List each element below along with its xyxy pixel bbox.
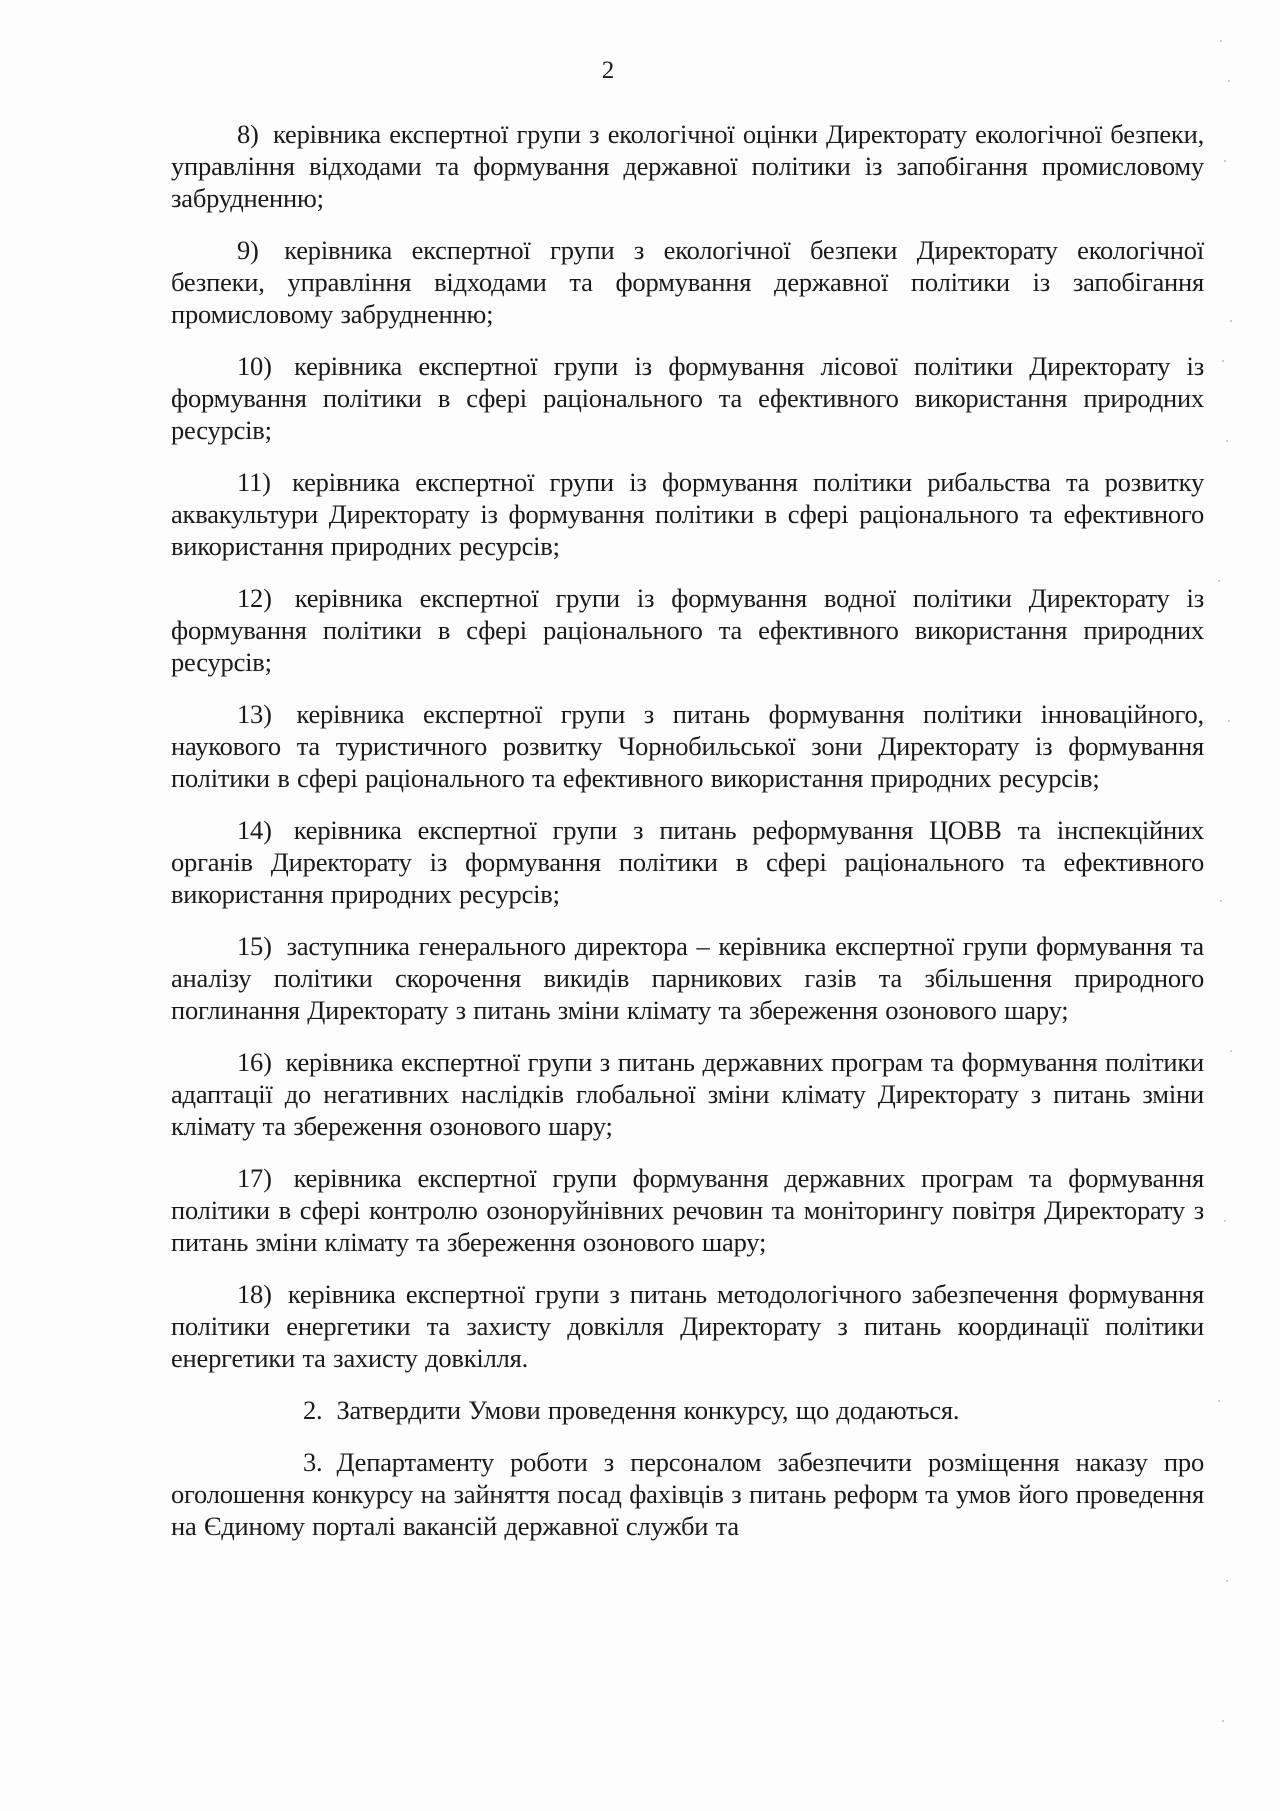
item-text: керівника експертної групи із формування політики рибальства та розвитку аквакультури Директорату із формування політики в сфері раціонального та ефективного використання природних ресурсів; [171, 467, 1204, 561]
page-number: 2 [601, 57, 615, 84]
item-text: керівника експертної групи з питань реформування ЦОВВ та інспекційних органів Директорату із формування політики в сфері раціонального та ефективного використання природних ресурсів; [171, 815, 1204, 909]
item-number: 8) [237, 119, 259, 149]
list-item-17 [171, 1162, 1204, 1258]
item-number: 18) [237, 1279, 272, 1309]
clause-2 [171, 1394, 1204, 1426]
list-item-15 [171, 930, 1204, 1026]
list-item-12 [171, 582, 1204, 678]
item-number: 17) [237, 1163, 272, 1193]
list-item-14 [171, 814, 1204, 910]
item-text: керівника експертної групи з екологічної оцінки Директорату екологічної безпеки, управління відходами та формування державної політики із запобігання промисловому забрудненню; [171, 119, 1204, 213]
item-text: керівника експертної групи формування державних програм та формування політики в сфері контролю озоноруйнівних речовин та моніторингу повітря Директорату з питань зміни клімату та збереження озонового шару; [171, 1163, 1204, 1257]
item-number: 10) [237, 351, 272, 381]
item-text: керівника експертної групи з питань формування політики інноваційного, наукового та туристичного розвитку Чорнобильської зони Директорату із формування політики в сфері раціонального та ефективного використання природних ресурсів; [171, 699, 1204, 793]
item-text: керівника експертної групи з питань державних програм та формування політики адаптації до негативних наслідків глобальної зміни клімату Директорату з питань зміни клімату та збереження озонового шару; [171, 1047, 1204, 1141]
item-number: 9) [237, 235, 259, 265]
clause-text: Департаменту роботи з персоналом забезпечити розміщення наказу про оголошення конкурсу на зайняття посад фахівців з питань реформ та умов його проведення на Єдиному порталі вакансій державної служби та [171, 1447, 1204, 1541]
item-text: керівника експертної групи із формування лісової політики Директорату із формування політики в сфері раціонального та ефективного використання природних ресурсів; [171, 351, 1204, 445]
item-number: 11) [237, 467, 271, 497]
clause-3 [171, 1446, 1204, 1542]
item-number: 14) [237, 815, 272, 845]
item-number: 15) [237, 931, 272, 961]
list-item-9 [171, 234, 1204, 330]
list-item-10 [171, 350, 1204, 446]
scan-noise [1200, 20, 1260, 1800]
item-number: 16) [237, 1047, 272, 1077]
item-number: 13) [237, 699, 272, 729]
item-number: 12) [237, 583, 272, 613]
document-body [171, 118, 1204, 1562]
item-text: керівника експертної групи з екологічної безпеки Директорату екологічної безпеки, управління відходами та формування державної політики із запобігання промисловому забрудненню; [171, 235, 1204, 329]
list-item-13 [171, 698, 1204, 794]
list-item-11 [171, 466, 1204, 562]
list-item-8 [171, 118, 1204, 214]
list-item-18 [171, 1278, 1204, 1374]
clause-number: 3. [303, 1447, 323, 1477]
list-item-16 [171, 1046, 1204, 1142]
clause-text: Затвердити Умови проведення конкурсу, що додаються. [336, 1395, 960, 1425]
item-text: заступника генерального директора – керівника експертної групи формування та аналізу політики скорочення викидів парникових газів та збільшення природного поглинання Директорату з питань зміни клімату та збереження озонового шару; [171, 931, 1204, 1025]
item-text: керівника експертної групи з питань методологічного забезпечення формування політики енергетики та захисту довкілля Директорату з питань координації політики енергетики та захисту довкілля. [171, 1279, 1204, 1373]
item-text: керівника експертної групи із формування водної політики Директорату із формування політики в сфері раціонального та ефективного використання природних ресурсів; [171, 583, 1204, 677]
clause-number: 2. [303, 1395, 323, 1425]
